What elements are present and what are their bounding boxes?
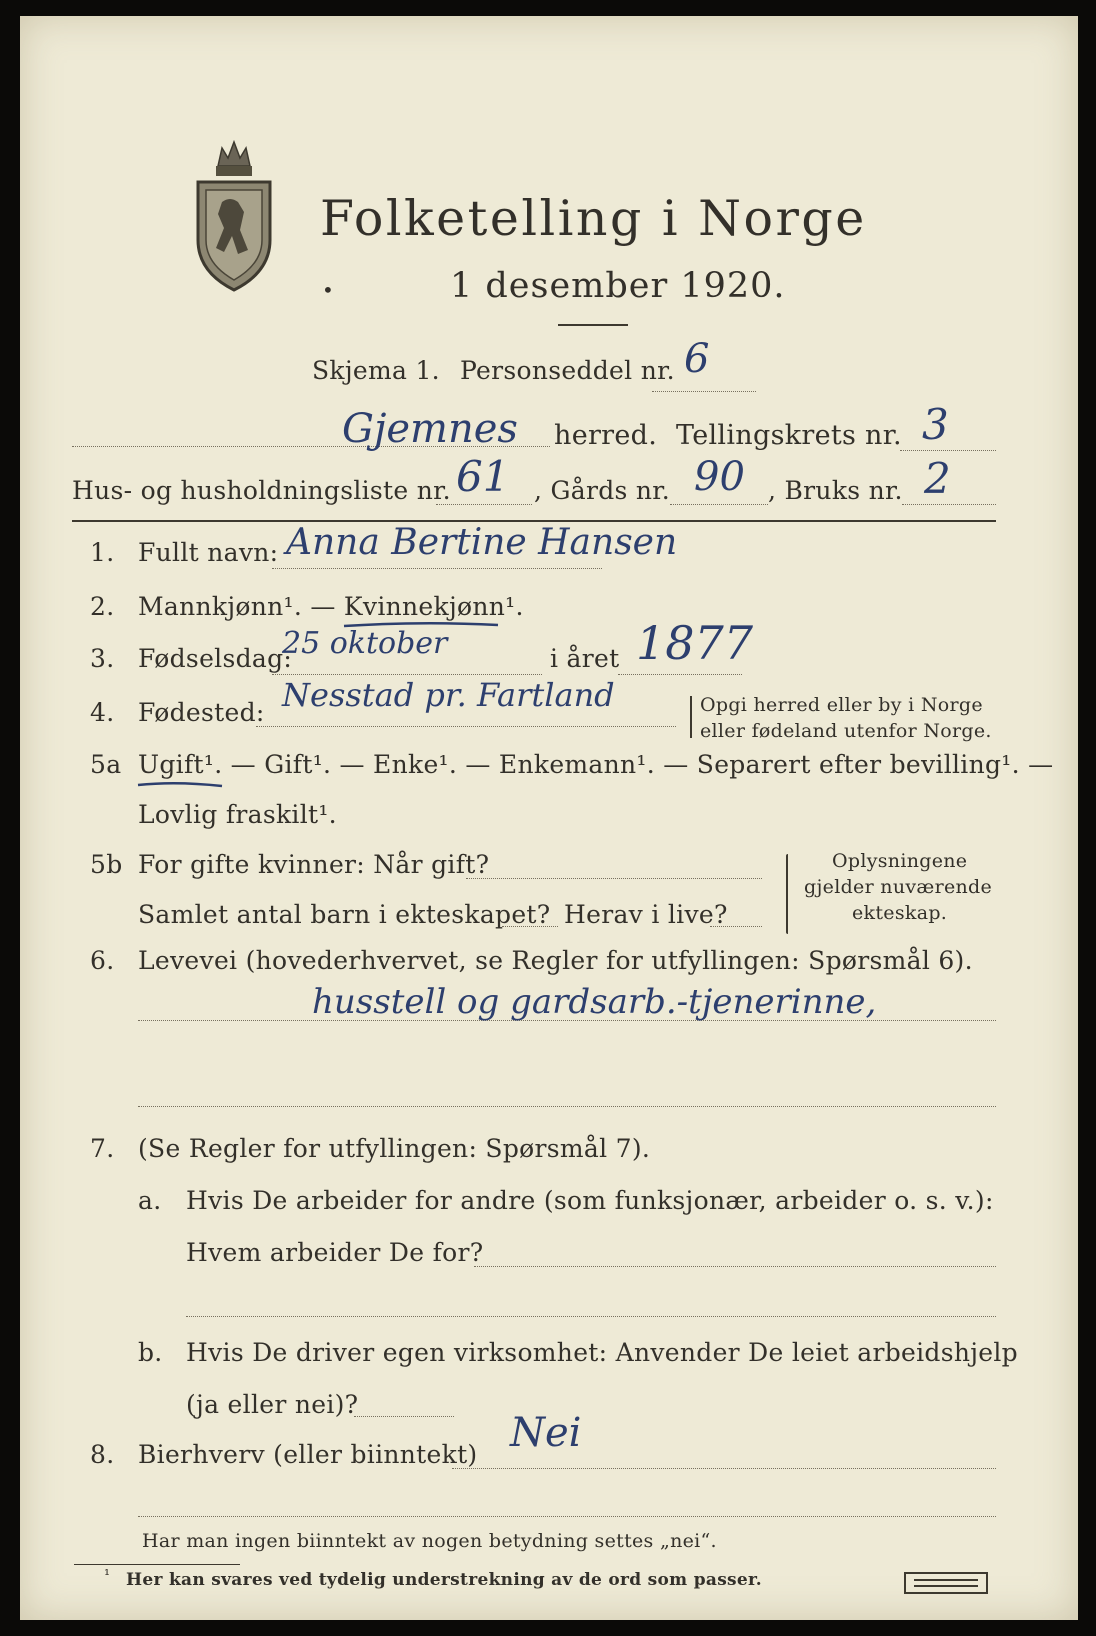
gards-label: , Gårds nr. [534, 476, 671, 505]
q7b-label-yesno: (ja eller nei)? [186, 1390, 359, 1419]
q5b-note-line1: Oplysningene [832, 850, 968, 872]
form-title: Folketelling i Norge [320, 190, 867, 247]
q6-value-occupation: husstell og gardsarb.-tjenerinne, [312, 982, 877, 1022]
q3-value-birthday: 25 oktober [282, 626, 448, 661]
q7a-number: a. [138, 1186, 162, 1215]
q4-label: Fødested: [138, 698, 265, 727]
q7a-label: Hvis De arbeider for andre (som funksjonær, arbeider o. s. v.): [186, 1186, 994, 1215]
q7b-number: b. [138, 1338, 163, 1367]
q5a-number: 5a [90, 750, 122, 779]
husholdning-value: 61 [456, 452, 510, 501]
q4-note-line1: Opgi herred eller by i Norge [700, 694, 983, 716]
q3-year-value: 1877 [636, 616, 754, 670]
coat-of-arms-emblem [192, 140, 276, 292]
herred-value: Gjemnes [342, 406, 518, 452]
footnote-divider [74, 1564, 240, 1565]
gards-value: 90 [694, 454, 745, 500]
q5b-label-children: Samlet antal barn i ekteskapet? [138, 900, 551, 929]
schema-label: Skjema 1. [312, 356, 440, 385]
q6-label: Levevei (hovederhvervet, se Regler for utfyllingen: Spørsmål 6). [138, 946, 973, 975]
husholdning-label: Hus- og husholdningsliste nr. [72, 476, 451, 505]
personseddel-value: 6 [684, 336, 710, 382]
q1-label: Fullt navn: [138, 538, 279, 567]
bullet: • [322, 278, 335, 302]
biinntekt-note: Har man ingen biinntekt av nogen betydning settes „nei“. [142, 1530, 717, 1552]
census-form [20, 16, 1078, 1620]
title-divider [558, 324, 628, 326]
footnote-mark: ¹ [104, 1566, 111, 1584]
herred-label: herred. [554, 420, 658, 451]
bruks-value: 2 [924, 454, 951, 503]
q4-value-birthplace: Nesstad pr. Fartland [282, 676, 615, 714]
q5b-note-line3: ekteskap. [852, 902, 948, 924]
q1-value-full-name: Anna Bertine Hansen [286, 522, 678, 563]
q5a-label-continued: Lovlig fraskilt¹. [138, 800, 337, 829]
q8-value: Nei [510, 1410, 582, 1456]
q2-label: Mannkjønn¹. — Kvinnekjønn¹. [138, 592, 524, 621]
tellingskrets-value: 3 [922, 400, 949, 449]
q2-number: 2. [90, 592, 115, 621]
tellingskrets-label: Tellingskrets nr. [676, 420, 902, 451]
q7-number: 7. [90, 1134, 115, 1163]
underline-ugift [136, 780, 226, 792]
q8-label: Bierhverv (eller biinntekt) [138, 1440, 478, 1469]
q6-number: 6. [90, 946, 115, 975]
q5b-note-line2: gjelder nuværende [804, 876, 993, 898]
bruks-label: , Bruks nr. [768, 476, 903, 505]
q3-label: Fødselsdag: [138, 644, 293, 673]
q5b-label-married: For gifte kvinner: Når gift? [138, 850, 490, 879]
q7b-label: Hvis De driver egen virksomhet: Anvender De leiet arbeidshjelp [186, 1338, 1018, 1367]
q5b-label-alive: Herav i live? [564, 900, 728, 929]
q1-number: 1. [90, 538, 115, 567]
q5b-number: 5b [90, 850, 123, 879]
q4-note-line2: eller fødeland utenfor Norge. [700, 720, 992, 742]
q4-number: 4. [90, 698, 115, 727]
q3-number: 3. [90, 644, 115, 673]
printer-mark-stamp [904, 1572, 988, 1594]
footnote-text: Her kan svares ved tydelig understrekning av de ord som passer. [126, 1570, 762, 1590]
form-date: 1 desember 1920. [450, 266, 786, 306]
q5a-label: Ugift¹. — Gift¹. — Enke¹. — Enkemann¹. — Separert efter bevilling¹. — [138, 750, 1054, 779]
q3-year-label: i året [550, 644, 620, 673]
q8-number: 8. [90, 1440, 115, 1469]
q7a-label-employer: Hvem arbeider De for? [186, 1238, 484, 1267]
personseddel-label: Personseddel nr. [460, 356, 675, 385]
q7-label: (Se Regler for utfyllingen: Spørsmål 7). [138, 1134, 651, 1163]
